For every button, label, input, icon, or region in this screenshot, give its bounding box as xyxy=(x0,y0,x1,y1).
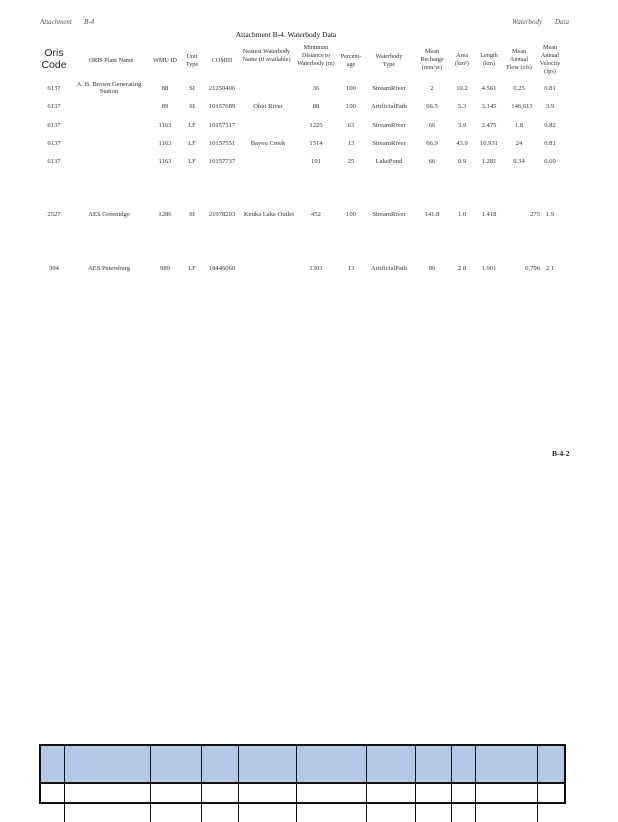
cell-comid: 21978203 xyxy=(208,211,236,218)
col-header-percentage: Percent- age xyxy=(340,53,362,68)
cell-length: 1.281 xyxy=(481,158,497,165)
table-row xyxy=(0,158,618,170)
table-column-divider xyxy=(201,746,202,822)
cell-recharge: 66.5 xyxy=(426,103,438,110)
cell-waterbody-type: LakePond xyxy=(375,158,403,165)
cell-percentage: 13 xyxy=(347,140,355,147)
cell-velocity: 1.9 xyxy=(545,211,555,218)
table-row xyxy=(0,122,618,134)
table-row xyxy=(0,140,618,152)
empty-table-fragment xyxy=(39,744,566,804)
cell-wmu-id: 989 xyxy=(160,265,170,272)
table-column-divider xyxy=(238,746,239,822)
cell-distance: 452 xyxy=(311,211,321,218)
col-header-mean-annual-flow: Mean Annual Flow (cfs) xyxy=(506,48,532,71)
cell-comid: 10157737 xyxy=(208,158,236,165)
cell-oris-code: 6137 xyxy=(47,122,61,129)
cell-recharge: 141.8 xyxy=(424,211,440,218)
cell-distance: 191 xyxy=(311,158,321,165)
cell-oris-code: 994 xyxy=(49,265,59,272)
cell-wmu-id: 88 xyxy=(161,85,169,92)
cell-comid: 10157689 xyxy=(208,103,236,110)
cell-plant-name: AES Petersburg xyxy=(87,265,131,272)
cell-percentage: 100 xyxy=(346,103,356,110)
cell-distance: 1303 xyxy=(309,265,323,272)
cell-area: 2.8 xyxy=(457,265,467,272)
cell-waterbody-type: ArtificialPath xyxy=(371,103,407,110)
cell-distance: 1514 xyxy=(309,140,323,147)
cell-area: 3.9 xyxy=(457,122,467,129)
col-header-length: Length (km) xyxy=(480,52,498,67)
cell-length: 1.418 xyxy=(481,211,497,218)
cell-comid: 10157551 xyxy=(208,140,236,147)
empty-table-header-row xyxy=(41,746,564,784)
cell-unit-type: LF xyxy=(188,158,196,165)
cell-plant-name: A. B. Brown Generating Station xyxy=(76,81,142,95)
table-column-divider xyxy=(537,746,538,822)
cell-recharge: 66 xyxy=(428,158,436,165)
cell-velocity: 0.60 xyxy=(544,158,556,165)
cell-area: 43.9 xyxy=(456,140,468,147)
cell-wmu-id: 1163 xyxy=(158,140,172,147)
col-header-waterbody-type: Waterbody Type xyxy=(375,53,403,68)
cell-nearest-name: Ohio River xyxy=(253,103,283,110)
cell-flow: 6,796 xyxy=(525,265,540,272)
cell-flow: 146,613 xyxy=(511,103,533,110)
table-column-divider xyxy=(451,746,452,822)
cell-oris-code: 6137 xyxy=(47,103,61,110)
cell-wmu-id: 1163 xyxy=(158,158,172,165)
col-header-mean-recharge: Mean Recharge (mm/yr) xyxy=(420,48,444,71)
cell-flow: 0.25 xyxy=(513,85,525,92)
cell-velocity: 0.81 xyxy=(544,140,556,147)
running-header-right-word: Data xyxy=(555,18,569,26)
cell-percentage: 100 xyxy=(346,85,356,92)
table-row xyxy=(0,81,618,97)
cell-flow: 1.8 xyxy=(514,122,524,129)
col-header-unit-type: Unit Type xyxy=(185,53,199,68)
cell-oris-code: 2527 xyxy=(47,211,61,218)
cell-oris-code: 6137 xyxy=(47,85,61,92)
cell-percentage: 63 xyxy=(347,122,355,129)
cell-percentage: 13 xyxy=(347,265,355,272)
cell-area: 10.2 xyxy=(456,85,468,92)
table-title: Attachment B-4. Waterbody Data xyxy=(235,30,337,39)
col-header-area: Area (km²) xyxy=(455,52,469,67)
cell-waterbody-type: StreamRiver xyxy=(372,140,406,147)
cell-plant-name: AES Greenidge xyxy=(88,211,130,218)
cell-wmu-id: 1286 xyxy=(158,211,172,218)
cell-waterbody-type: StreamRiver xyxy=(372,211,406,218)
cell-length: 4.561 xyxy=(481,85,497,92)
table-row xyxy=(0,265,618,277)
cell-length: 3.145 xyxy=(481,103,497,110)
cell-comid: 10157317 xyxy=(208,122,236,129)
cell-unit-type: LF xyxy=(188,140,196,147)
cell-flow: 0.34 xyxy=(513,158,525,165)
col-header-nearest-waterbody: Nearest Waterbody Name (if available) xyxy=(242,48,291,63)
cell-flow: 24 xyxy=(515,140,523,147)
cell-velocity: 3.9 xyxy=(545,103,555,110)
cell-unit-type: LF xyxy=(188,122,196,129)
cell-wmu-id: 89 xyxy=(161,103,169,110)
col-header-mean-annual-velocity: Mean Annual Velocity (fps) xyxy=(539,44,561,75)
table-column-divider xyxy=(475,746,476,822)
cell-waterbody-type: ArtificialPath xyxy=(371,265,407,272)
cell-nearest-name: Keuka Lake Outlet xyxy=(243,211,295,218)
cell-length: 1.901 xyxy=(481,265,497,272)
cell-comid: 21250406 xyxy=(208,85,236,92)
cell-percentage: 100 xyxy=(346,211,356,218)
cell-distance: 36 xyxy=(312,85,320,92)
cell-length: 2.475 xyxy=(481,122,497,129)
cell-area: 1.0 xyxy=(457,211,467,218)
cell-velocity: 0.82 xyxy=(544,122,556,129)
cell-unit-type: SI xyxy=(189,85,195,92)
cell-recharge: 66 xyxy=(428,122,436,129)
cell-recharge: 66.9 xyxy=(426,140,438,147)
cell-unit-type: SI xyxy=(189,211,195,218)
col-header-min-distance: Minimum Distance to Waterbody (m) xyxy=(297,44,335,67)
cell-oris-code: 6137 xyxy=(47,158,61,165)
cell-area: 5.3 xyxy=(457,103,467,110)
cell-wmu-id: 1163 xyxy=(158,122,172,129)
cell-waterbody-type: StreamRiver xyxy=(372,85,406,92)
running-header-left-label: Attachment xyxy=(40,18,72,26)
cell-nearest-name: Bayou Creek xyxy=(250,140,286,147)
cell-length: 10.931 xyxy=(479,140,499,147)
col-header-oris-code: Oris Code xyxy=(41,47,67,71)
cell-distance: 88 xyxy=(312,103,320,110)
cell-unit-type: LF xyxy=(188,265,196,272)
cell-distance: 1225 xyxy=(309,122,323,129)
table-column-divider xyxy=(366,746,367,822)
cell-unit-type: SI xyxy=(189,103,195,110)
table-column-divider xyxy=(296,746,297,822)
table-column-divider xyxy=(64,746,65,822)
cell-recharge: 96 xyxy=(428,265,436,272)
running-header-right-label: Waterbody xyxy=(512,18,543,26)
cell-oris-code: 6137 xyxy=(47,140,61,147)
table-column-divider xyxy=(415,746,416,822)
table-row xyxy=(0,103,618,115)
col-header-comid: COMID xyxy=(211,57,233,64)
cell-percentage: 25 xyxy=(347,158,355,165)
col-header-plant-name: ORIS Plant Name xyxy=(88,57,134,64)
page-number: B-4-2 xyxy=(552,449,570,458)
col-header-wmu-id: WMU ID xyxy=(153,57,177,64)
table-column-divider xyxy=(150,746,151,822)
cell-flow: 275 xyxy=(530,211,540,218)
cell-area: 0.9 xyxy=(457,158,467,165)
cell-comid: 18446060 xyxy=(208,265,236,272)
cell-recharge: 2 xyxy=(430,85,434,92)
table-row xyxy=(0,211,618,223)
running-header-left-number: B-4 xyxy=(84,18,95,26)
cell-velocity: 0.81 xyxy=(544,85,556,92)
cell-waterbody-type: StreamRiver xyxy=(372,122,406,129)
cell-velocity: 2.1 xyxy=(545,265,555,272)
